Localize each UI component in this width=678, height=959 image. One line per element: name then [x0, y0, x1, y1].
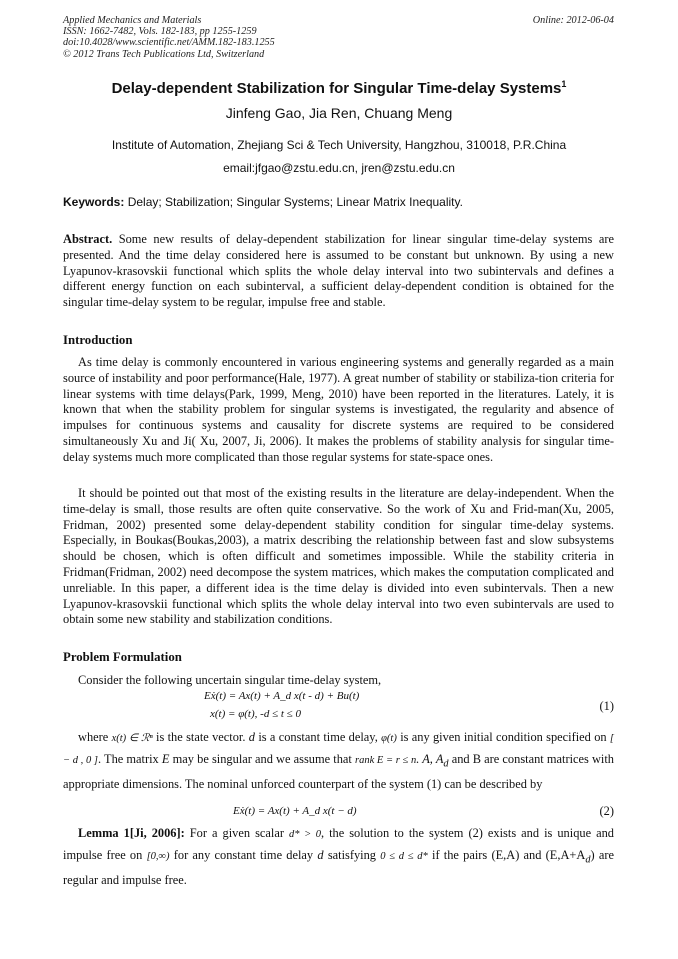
lemma-text-5: if the pairs (E,A) and (E,A+A — [432, 848, 586, 862]
section-heading-introduction: Introduction — [63, 333, 133, 347]
affiliation: Institute of Automation, Zhejiang Sci & Tech University, Hangzhou, 310018, P.R.China — [111, 138, 567, 152]
lemma-label: Lemma 1[Ji, 2006]: — [78, 826, 185, 840]
keywords-text: Delay; Stabilization; Singular Systems; Linear Matrix Inequality. — [124, 195, 463, 209]
online-date: Online: 2012-06-04 — [532, 15, 614, 26]
problem-intro: Consider the following uncertain singular time-delay system, — [78, 673, 382, 687]
sub-d-2: d — [585, 854, 591, 866]
where-text-3: is a constant time delay, — [258, 730, 378, 744]
section-heading-problem: Problem Formulation — [63, 650, 182, 664]
equation-2: Eẋ(t) = Ax(t) + A_d x(t − d) — [233, 805, 357, 817]
title-footnote: 1 — [561, 79, 567, 89]
delay-bound-condition: 0 ≤ d ≤ d* — [380, 851, 428, 862]
where-text-2: is the state vector. — [156, 730, 246, 744]
delay-symbol: d — [248, 730, 255, 744]
abstract-text: Some new results of delay-dependent stabilization for linear singular time-delay systems are presented. And the time delay considered here is assumed to be constant but unknown. By using a new Lyapunov-krasovskii functional which splits the whole delay interval into two subintervals and defines a different energy function on each subinterval, a sufficient delay-dependent condition is obtained for the singular time-delay system to be regular, impulse free and stable. — [63, 232, 614, 310]
lemma-text-2: , the solution to the system (2) exists and is unique and impulse free on — [63, 826, 615, 862]
journal-meta — [63, 15, 275, 60]
where-text-4: is any given initial condition specified on — [400, 730, 607, 744]
phi-symbol: φ(t) — [381, 733, 397, 744]
abstract — [63, 232, 614, 311]
equation-2-number: (2) — [599, 804, 614, 818]
rank-condition: rank E = r ≤ n — [355, 755, 417, 766]
paper-title — [0, 79, 678, 97]
lemma-text-3: for any constant time delay — [173, 848, 314, 862]
intro-paragraph-1: As time delay is commonly encountered in various engineering systems and generally regarded as a main source of instability and poor performance(Hale, 1977). A great number of stability or stabiliza-tion criteria for linear systems with time delays(Park, 1999, Meng, 2010) have been reported in the literatures. Lately, it is known that when the stability problem for singular systems is investigated, the regularity and absence of impulses for continuous systems and causality for discrete systems are required to be considered simultaneously Xu and Ji( Xu, 2007, Ji, 2006). It makes the problems of stability analysis for singular time-delay systems much more complicated than those regular systems for state-space ones. — [63, 355, 614, 464]
doi-line: doi:10.4028/www.scientific.net/AMM.182-183.1255 — [63, 37, 275, 49]
issn-line: ISSN: 1662-7482, Vols. 182-183, pp 1255-1259 — [63, 26, 257, 38]
where-text-7b: and B are constant matrices with appropriate dimensions. The nominal unforced counterpart of the system (1) can be described by — [63, 752, 615, 792]
matrix-e-symbol: E — [161, 752, 170, 766]
author-list: Jinfeng Gao, Jia Ren, Chuang Meng — [225, 105, 453, 121]
lemma-text-4: satisfying — [327, 848, 376, 862]
equation-1-number: (1) — [599, 699, 614, 713]
interval-symbol: [ − d , 0 ] — [63, 733, 615, 766]
where-text-5: . The matrix — [97, 752, 159, 766]
where-text-1: where — [78, 730, 109, 744]
delay-symbol-2: d — [317, 848, 324, 862]
copyright-line: © 2012 Trans Tech Publications Ltd, Switzerland — [63, 48, 265, 60]
abstract-label: Abstract. — [63, 232, 113, 246]
where-text-7: . A, A — [416, 752, 444, 766]
state-vector-symbol: x(t) ∈ ℛⁿ — [111, 733, 153, 744]
interval-infinity: [0,∞) — [146, 851, 170, 862]
title-text: Delay-dependent Stabilization for Singular Time-delay Systems — [111, 80, 562, 97]
dstar-condition: d* > 0 — [289, 829, 321, 840]
where-text-6: may be singular and we assume that — [172, 752, 352, 766]
keywords-label: Keywords: — [63, 195, 125, 209]
lemma-text-1: For a given scalar — [184, 826, 284, 840]
keywords — [63, 195, 463, 209]
email-line: email:jfgao@zstu.edu.cn, jren@zstu.edu.cn — [223, 161, 455, 175]
lemma-1 — [63, 823, 614, 890]
journal-name: Applied Mechanics and Materials — [63, 15, 202, 26]
lemma-text-6: ) are regular and impulse free. — [63, 848, 614, 888]
where-paragraph — [63, 727, 614, 794]
equation-1-line-2: x(t) = φ(t), -d ≤ t ≤ 0 — [210, 708, 301, 720]
intro-paragraph-2: It should be pointed out that most of the existing results in the literature are delay-independent. When the time-delay is small, those results are often quite conservative. So the work of Xu and Frid-man(Xu, 2005, Fridman, 2002) presented some delay-dependent stability condition for singular time-delay systems. Especially, in Boukas(Boukas,2003), a matrix describing the relationship between fast and slow subsystems should be chosen, which is often difficult and sometimes impossible. While the stability criteria in Fridman(Fridman, 2002) need decompose the system matrices, which makes the computation complicated and unreliable. In this paper, a different idea is the time delay is divided into even subintervals. Then a new Lyapunov-krasovskii functional which splits the whole delay interval into two even subintervals are used to obtain some new stability and stabilization conditions. — [63, 486, 614, 627]
equation-1-line-1: Eẋ(t) = Ax(t) + A_d x(t - d) + Bu(t) — [204, 690, 360, 702]
sub-d-1: d — [443, 758, 449, 770]
